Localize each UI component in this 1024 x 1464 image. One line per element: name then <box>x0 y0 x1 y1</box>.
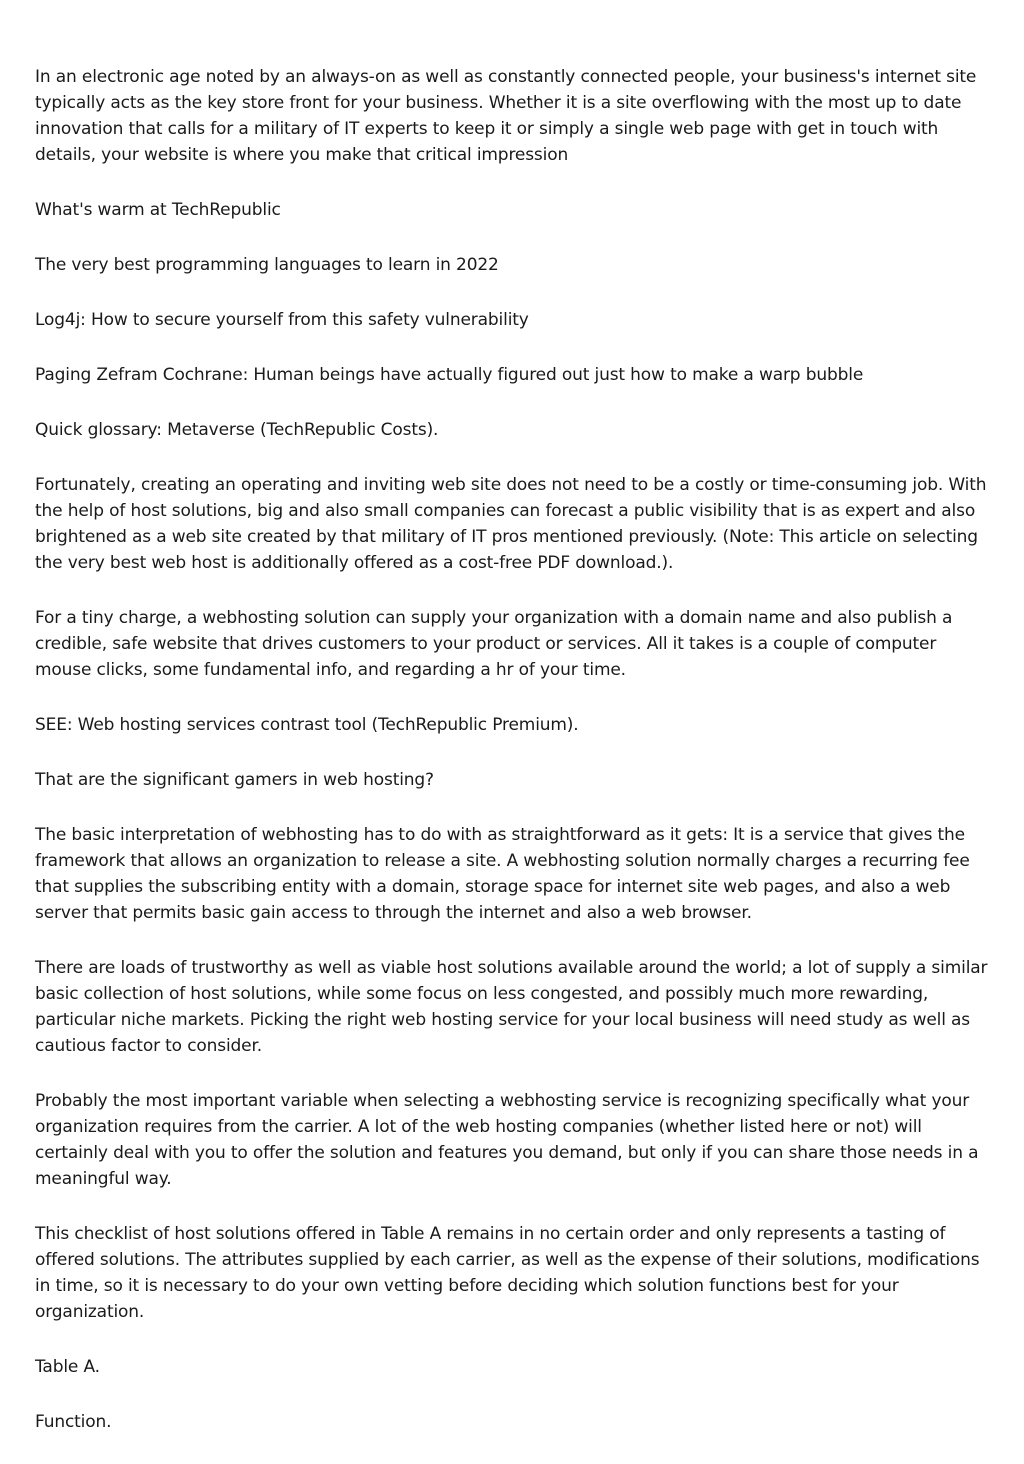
options-paragraph: There are loads of trustworthy as well as viable host solutions available around the world; a lot of supply a similar basic collection of host solutions, while some focus on less congested, and possibly much more rewarding, particular niche markets. Picking the right web hosting service for your local business will need study as well as cautious factor to consider. <box>35 958 988 1056</box>
see-note: SEE: Web hosting services contrast tool (TechRepublic Premium). <box>35 715 579 735</box>
related-item-metaverse: Quick glossary: Metaverse (TechRepublic Costs). <box>35 420 439 440</box>
table-label: Table A. <box>35 1357 100 1377</box>
checklist-paragraph: This checklist of host solutions offered in Table A remains in no certain order and only represents a tasting of offered solutions. The attributes supplied by each carrier, as well as the expense of their solutions, modifications in time, so it is necessary to do your own vetting before deciding which solution functions best for your organization. <box>35 1224 980 1322</box>
related-heading: What's warm at TechRepublic <box>35 200 281 220</box>
host-solutions-paragraph: Fortunately, creating an operating and inviting web site does not need to be a costly or time-consuming job. With the help of host solutions, big and also small companies can forecast a public visibility that is as expert and also brightened as a web site created by that military of IT pros mentioned previously. (Note: This article on selecting the very best web host is additionally offered as a cost-free PDF download.). <box>35 475 987 573</box>
document-body <box>35 64 995 1464</box>
players-heading: That are the significant gamers in web hosting? <box>35 770 434 790</box>
related-item-warp-bubble: Paging Zefram Cochrane: Human beings have actually figured out just how to make a warp bubble <box>35 365 864 385</box>
function-label: Function. <box>35 1412 112 1432</box>
requirements-paragraph: Probably the most important variable when selecting a webhosting service is recognizing specifically what your organization requires from the carrier. A lot of the web hosting companies (whether listed here or not) will certainly deal with you to offer the solution and features you demand, but only if you can share those needs in a meaningful way. <box>35 1091 979 1189</box>
related-item-log4j: Log4j: How to secure yourself from this safety vulnerability <box>35 310 529 330</box>
definition-paragraph: The basic interpretation of webhosting has to do with as straightforward as it gets: It is a service that gives the framework that allows an organization to release a site. A webhosting solution normally charges a recurring fee that supplies the subscribing entity with a domain, storage space for internet site web pages, and also a web server that permits basic gain access to through the internet and also a web browser. <box>35 825 970 923</box>
related-item-programming: The very best programming languages to learn in 2022 <box>35 255 499 275</box>
charge-paragraph: For a tiny charge, a webhosting solution can supply your organization with a domain name and also publish a credible, safe website that drives customers to your product or services. All it takes is a couple of computer mouse clicks, some fundamental info, and regarding a hr of your time. <box>35 608 953 680</box>
intro-paragraph: In an electronic age noted by an always-on as well as constantly connected people, your business's internet site typically acts as the key store front for your business. Whether it is a site overflowing with the most up to date innovation that calls for a military of IT experts to keep it or simply a single web page with get in touch with details, your website is where you make that critical impression <box>35 67 977 165</box>
